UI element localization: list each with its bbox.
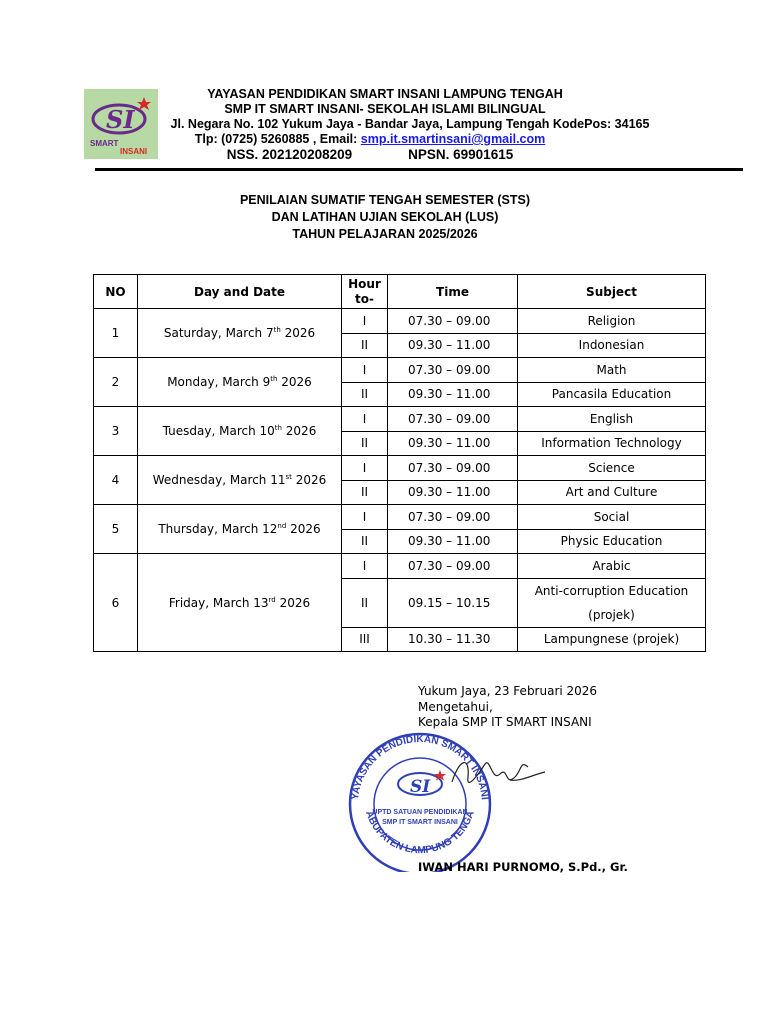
session-time: 09.30 – 11.00 — [388, 431, 518, 456]
principal-position: Kepala SMP IT SMART INSANI — [418, 715, 592, 729]
session-time: 09.30 – 11.00 — [388, 529, 518, 554]
principal-signature — [450, 752, 550, 797]
table-row — [94, 407, 706, 432]
svg-text:SI: SI — [106, 105, 135, 134]
session-time: 07.30 – 09.00 — [388, 554, 518, 579]
session-time: 07.30 – 09.00 — [388, 358, 518, 383]
table-row — [94, 554, 706, 579]
session-hour: II — [342, 382, 388, 407]
header-subject: Subject — [518, 275, 706, 309]
letterhead-divider — [95, 168, 743, 171]
exam-schedule-table — [93, 274, 706, 652]
day-number: 4 — [94, 456, 138, 505]
year-text: 2026 — [286, 522, 321, 536]
session-hour: II — [342, 431, 388, 456]
session-hour: I — [342, 358, 388, 383]
day-date — [138, 309, 342, 358]
table-header-row — [94, 275, 706, 309]
principal-name: IWAN HARI PURNOMO, S.Pd., Gr. — [418, 860, 628, 874]
year-text: 2026 — [291, 473, 327, 487]
svg-text:SMART: SMART — [90, 139, 119, 148]
foundation-name: YAYASAN PENDIDIKAN SMART INSANI LAMPUNG TENGAH — [207, 87, 563, 101]
session-hour: I — [342, 456, 388, 481]
school-ids — [160, 146, 580, 163]
session-subject: Lampungnese (projek) — [518, 627, 706, 652]
session-hour: III — [342, 627, 388, 652]
session-time: 09.30 – 11.00 — [388, 333, 518, 358]
session-subject: Physic Education — [518, 529, 706, 554]
table-row — [94, 309, 706, 334]
session-time: 07.30 – 09.00 — [388, 407, 518, 432]
day-date — [138, 554, 342, 652]
svg-text:SMP IT SMART INSANI: SMP IT SMART INSANI — [382, 819, 458, 826]
ordinal-suffix: th — [274, 424, 282, 432]
session-hour: I — [342, 505, 388, 530]
svg-text:KABUPATEN LAMPUNG TENGAH: ABUPATEN LAMPUNG TENGA — [363, 809, 477, 857]
day-date — [138, 456, 342, 505]
svg-text:UPTD SATUAN PENDIDIKAN: UPTD SATUAN PENDIDIKAN — [372, 809, 468, 816]
table-row — [94, 358, 706, 383]
year-text: 2026 — [281, 424, 317, 438]
year-text: 2026 — [277, 375, 312, 389]
header-hour: Hour to- — [342, 275, 388, 309]
year-text: 2026 — [275, 595, 311, 610]
session-time: 09.15 – 10.15 — [388, 578, 518, 627]
session-subject: Anti-corruption Education (projek) — [518, 578, 706, 627]
session-time: 07.30 – 09.00 — [388, 505, 518, 530]
school-address: Jl. Negara No. 102 Yukum Jaya - Bandar Jaya, Lampung Tengah KodePos: 34165 — [170, 117, 650, 131]
session-hour: II — [342, 333, 388, 358]
session-time: 07.30 – 09.00 — [388, 309, 518, 334]
day-date-text: Wednesday, March 11 — [152, 473, 286, 487]
day-date-text: Saturday, March 7 — [163, 326, 274, 340]
session-hour: I — [342, 554, 388, 579]
svg-text:SI: SI — [410, 777, 431, 797]
session-subject: Indonesian — [518, 333, 706, 358]
svg-text:INSANI: INSANI — [120, 147, 148, 156]
session-hour: II — [342, 480, 388, 505]
day-date — [138, 358, 342, 407]
school-name: SMP IT SMART INSANI- SEKOLAH ISLAMI BILINGUAL — [224, 102, 546, 116]
acknowledged-label: Mengetahui, — [418, 700, 493, 714]
day-date-text: Tuesday, March 10 — [162, 424, 275, 438]
ordinal-suffix: nd — [277, 522, 287, 530]
nss-text: NSS. 202120208209 — [226, 147, 353, 162]
day-number: 2 — [94, 358, 138, 407]
session-time: 09.30 – 11.00 — [388, 480, 518, 505]
session-hour: I — [342, 407, 388, 432]
year-text: 2026 — [280, 326, 316, 340]
ordinal-suffix: rd — [268, 595, 276, 604]
phone-text: Tlp: (0725) 5260885 , Email: — [194, 132, 361, 146]
session-subject: Arabic — [518, 554, 706, 579]
day-number: 1 — [94, 309, 138, 358]
session-subject: Pancasila Education — [518, 382, 706, 407]
ordinal-suffix: th — [273, 326, 281, 334]
session-hour: I — [342, 309, 388, 334]
document-title-line2: DAN LATIHAN UJIAN SEKOLAH (LUS) — [271, 210, 499, 224]
document-title-line3: TAHUN PELAJARAN 2025/2026 — [292, 227, 478, 241]
day-date — [138, 407, 342, 456]
header-time: Time — [388, 275, 518, 309]
session-subject: Art and Culture — [518, 480, 706, 505]
header-day-date: Day and Date — [138, 275, 342, 309]
session-subject: Math — [518, 358, 706, 383]
session-hour: II — [342, 529, 388, 554]
school-logo — [84, 89, 158, 159]
session-time: 07.30 – 09.00 — [388, 456, 518, 481]
ordinal-suffix: st — [285, 473, 292, 481]
ordinal-suffix: th — [270, 375, 278, 383]
svg-text:YAYASAN PENDIDIKAN SMART INSAN: YAYASAN PENDIDIKAN SMART INSANI — [350, 733, 490, 801]
document-title-line1: PENILAIAN SUMATIF TENGAH SEMESTER (STS) — [239, 193, 531, 207]
email-link[interactable]: smp.it.smartinsani@gmail.com — [360, 132, 546, 146]
day-number: 6 — [94, 554, 138, 652]
session-subject: Religion — [518, 309, 706, 334]
session-subject: Science — [518, 456, 706, 481]
table-row — [94, 456, 706, 481]
session-time: 10.30 – 11.30 — [388, 627, 518, 652]
npsn-text: NPSN. 69901615 — [408, 147, 514, 162]
session-subject: English — [518, 407, 706, 432]
day-date-text: Friday, March 13 — [168, 595, 269, 610]
session-time: 09.30 – 11.00 — [388, 382, 518, 407]
day-number: 5 — [94, 505, 138, 554]
table-row — [94, 505, 706, 530]
session-subject: Information Technology — [518, 431, 706, 456]
day-number: 3 — [94, 407, 138, 456]
day-date — [138, 505, 342, 554]
day-date-text: Thursday, March 12 — [158, 522, 278, 536]
session-hour: II — [342, 578, 388, 627]
place-date: Yukum Jaya, 23 Februari 2026 — [418, 684, 598, 698]
session-subject: Social — [518, 505, 706, 530]
day-date-text: Monday, March 9 — [167, 375, 271, 389]
header-no: NO — [94, 275, 138, 309]
